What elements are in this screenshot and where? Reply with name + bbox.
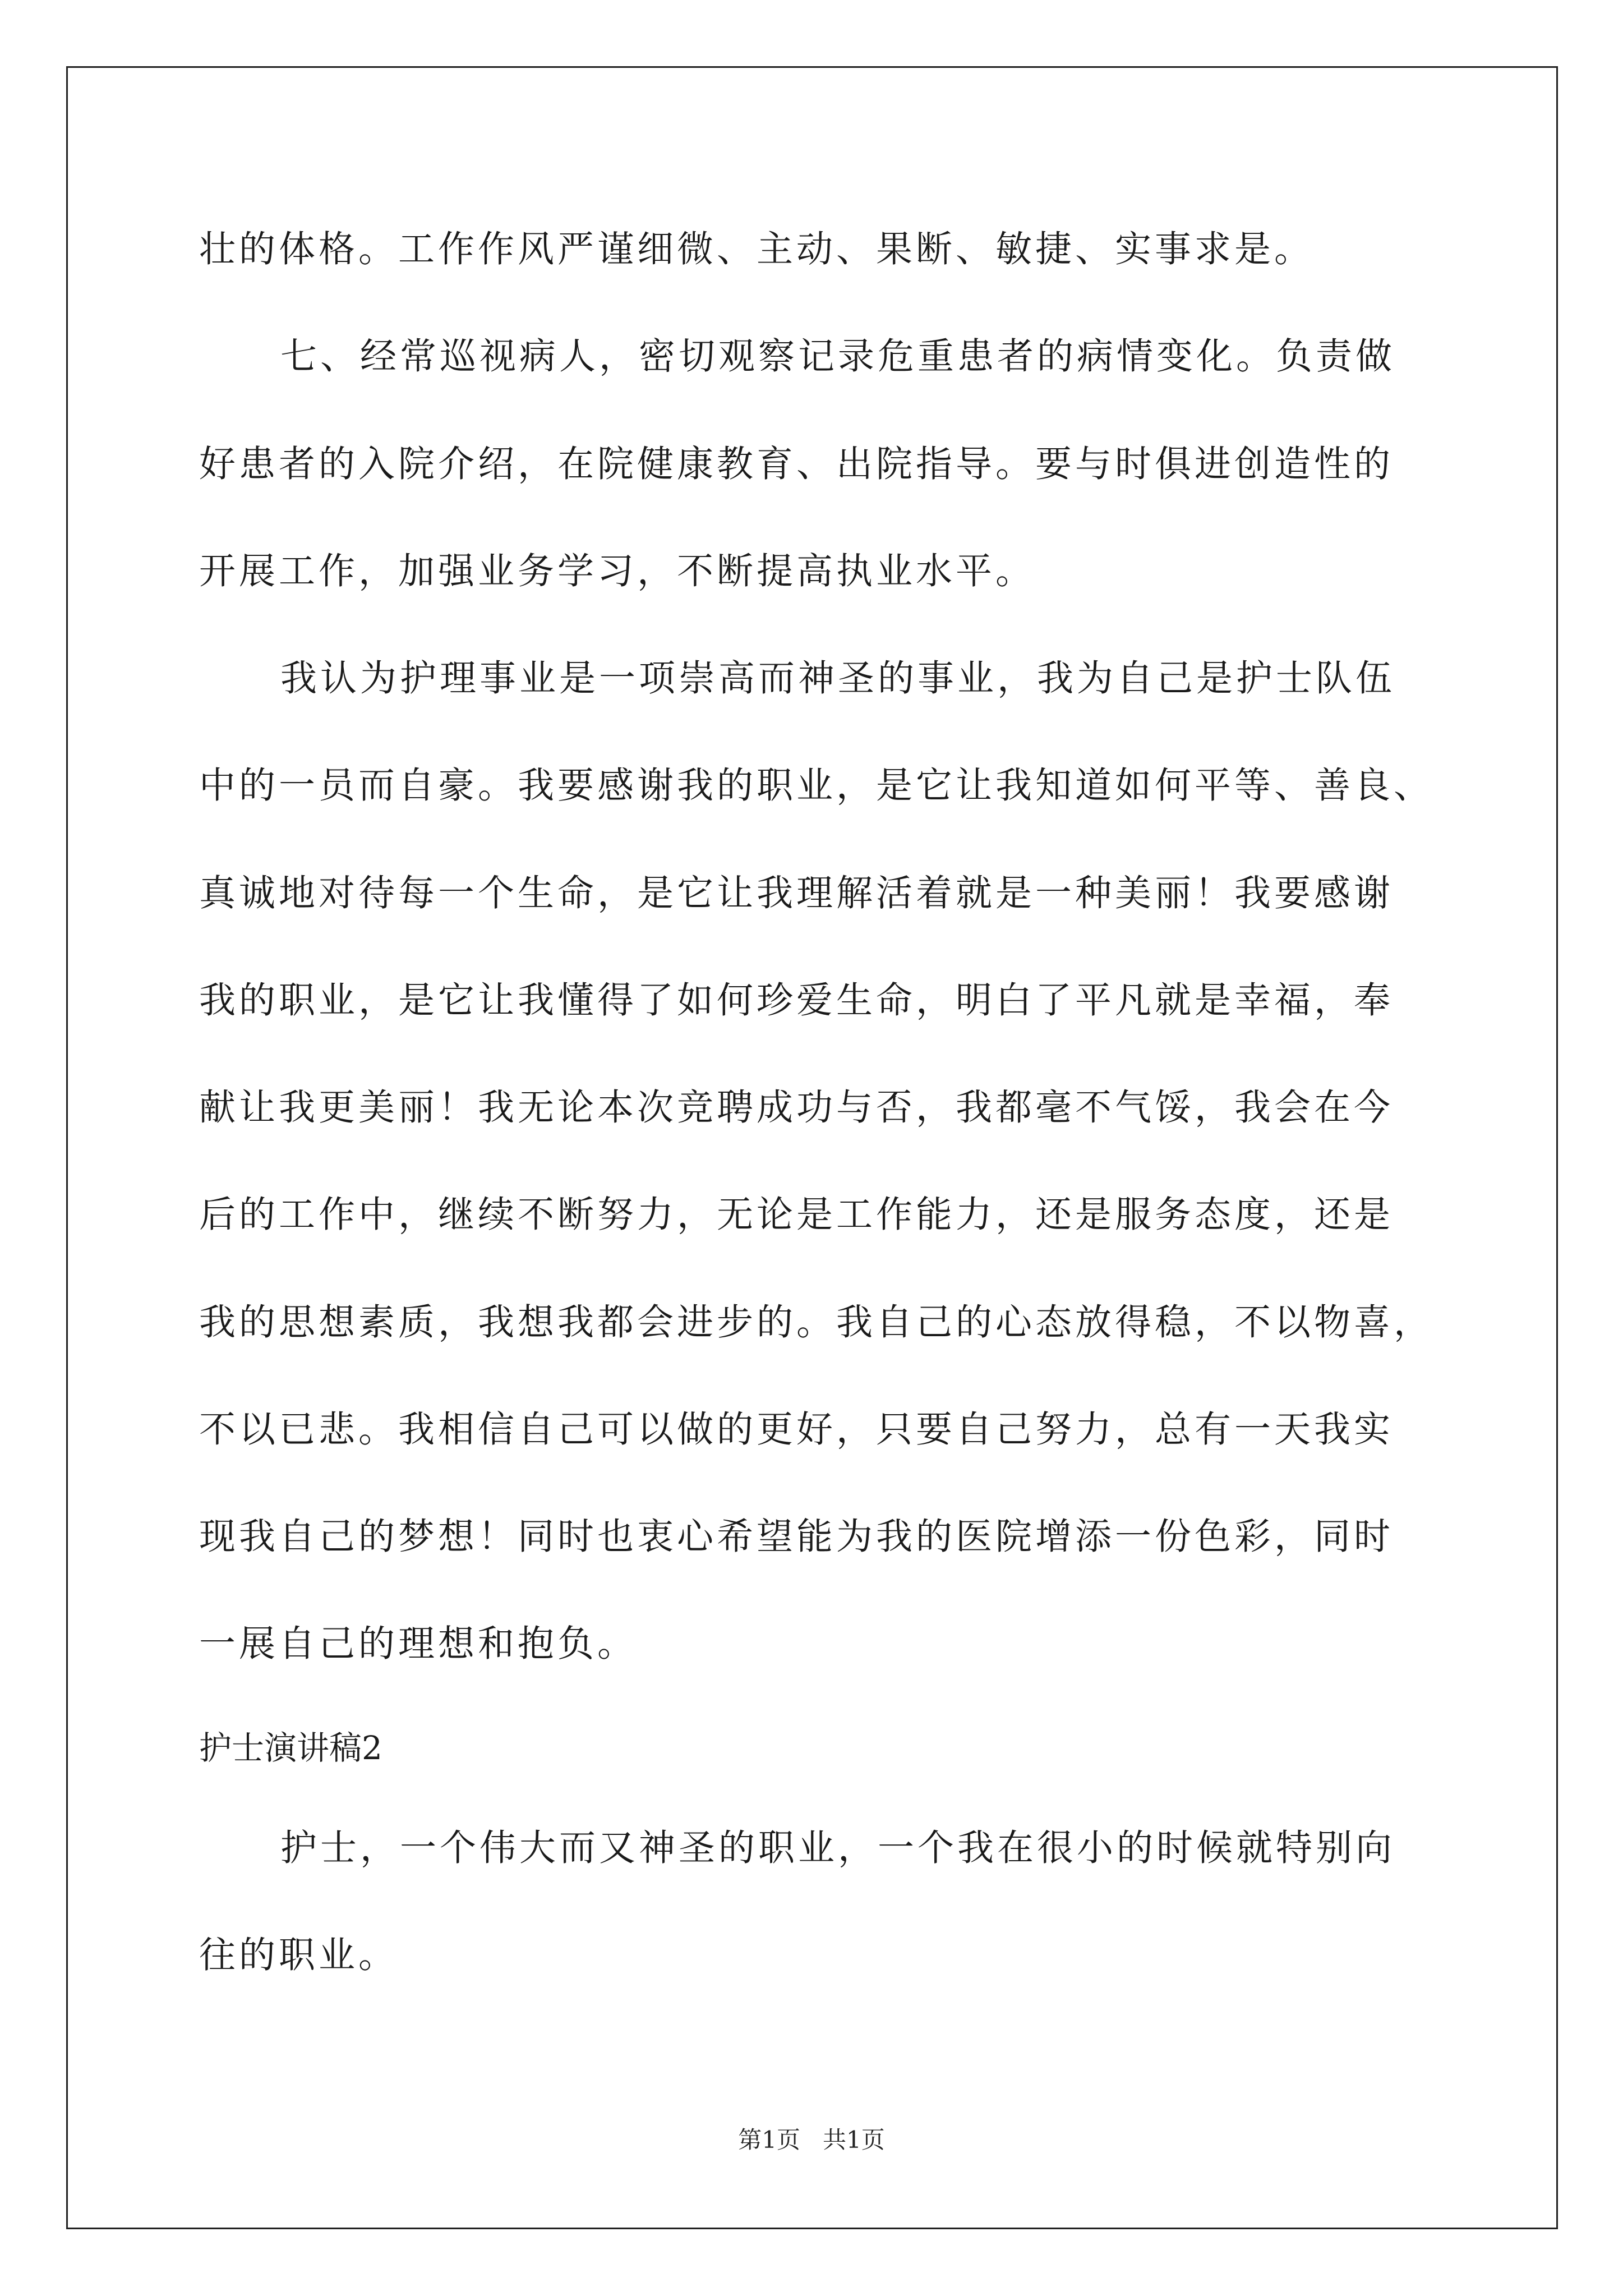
text-line: 往的职业。 <box>199 1934 399 1976</box>
text-line: 献让我更美丽！我无论本次竞聘成功与否，我都毫不气馁，我会在今 <box>199 1087 1394 1129</box>
text-line: 我认为护理事业是一项崇高而神圣的事业，我为自己是护士队伍 <box>280 657 1396 700</box>
text-line: 后的工作中，继续不断努力，无论是工作能力，还是服务态度，还是 <box>199 1194 1394 1236</box>
text-line: 护士，一个伟大而又神圣的职业，一个我在很小的时候就特别向 <box>280 1827 1396 1869</box>
text-line: 壮的体格。工作作风严谨细微、主动、果断、敏捷、实事求是。 <box>199 228 1315 270</box>
text-line: 我的思想素质，我想我都会进步的。我自己的心态放得稳，不以物喜， <box>199 1301 1434 1343</box>
page-border <box>66 66 1558 2229</box>
text-line: 中的一员而自豪。我要感谢我的职业，是它让我知道如何平等、善良、 <box>199 765 1434 807</box>
text-line: 现我自己的梦想！同时也衷心希望能为我的医院增添一份色彩，同时 <box>199 1516 1394 1558</box>
text-line: 我的职业，是它让我懂得了如何珍爱生命，明白了平凡就是幸福，奉 <box>199 979 1394 1022</box>
text-line: 好患者的入院介绍，在院健康教育、出院指导。要与时俱进创造性的 <box>199 443 1394 485</box>
text-line: 七、经常巡视病人，密切观察记录危重患者的病情变化。负责做 <box>280 335 1396 378</box>
page-footer: 第1页 共1页 <box>738 2126 885 2154</box>
text-line: 不以已悲。我相信自己可以做的更好，只要自己努力，总有一天我实 <box>199 1409 1394 1451</box>
text-line: 一展自己的理想和抱负。 <box>199 1623 638 1665</box>
text-line: 真诚地对待每一个生命，是它让我理解活着就是一种美丽！我要感谢 <box>199 872 1394 914</box>
text-line: 开展工作，加强业务学习，不断提高执业水平。 <box>199 550 1036 592</box>
section-heading: 护士演讲稿2 <box>199 1729 382 1767</box>
